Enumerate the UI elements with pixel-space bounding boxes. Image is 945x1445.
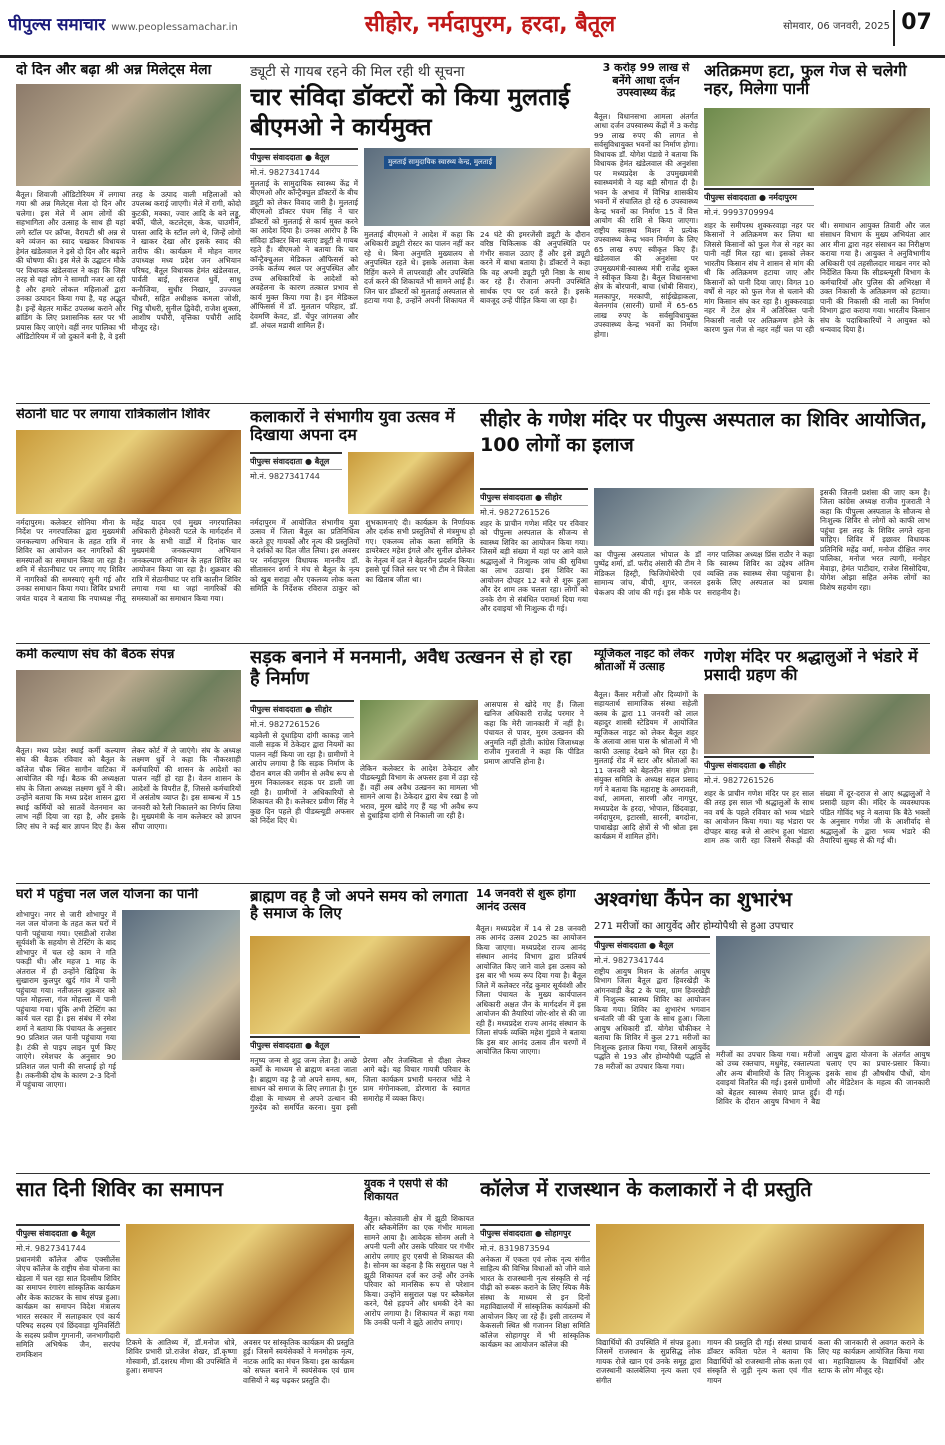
mobile: मो.नं. 9993709994 — [704, 208, 774, 217]
divider — [16, 643, 930, 644]
photo — [704, 694, 930, 754]
mobile: मो.नं. 9827341744 — [16, 1244, 86, 1253]
article-brahmin — [250, 888, 470, 1170]
article-body: शहर के समीपस्थ शुक्करवाड़ा नहर पर किसानों ने अतिक्रमण कर लिया था जिससे किसानों को फुल गेज से नहर का पानी नहीं मिल रहा था। इसको लेकर भारतीय किसान संघ ने शासन से मांग की थी कि अतिक्रमण हटाया जाए और किसानों को पानी दिया जाए। विगत 10 वर्षों से नहर को फुल गेज से चलाने की मांग किसान संघ कर रहा है। शुक्करवाड़ा नहर में टेल क्षेत्र में अतिरिक्त पानी निकासी नाली पर अतिक्रमण होने के कारण फुल गेज से नहर नहीं चल पा रही थी। समाधान आयुक्त तिवारी और जल संसाधन विभाग के मुख्य अभियंता आर आर मीना द्वारा नहर संसाधन का निरीक्षण कराया गया है। आयुक्त ने अनुविभागीय अधिकारी एवं तहसीलदार माखन नगर को निर्देशित किया कि सीडब्ल्यूसी विभाग के कर्मचारियों और पुलिस की अभिरक्षा में उक्त निकासी के अतिक्रमण को हटाया। पानी की निकासी की नाली का निर्माण विभाग द्वारा कराया गया। भारतीय किसान संघ के पदाधिकारियों ने आयुक्त को धन्यवाद दिया है। — [704, 221, 930, 335]
article-rajasthan-artists — [480, 1178, 930, 1433]
headline: सात दिनी शिविर का समापन — [16, 1178, 223, 1201]
article-body-3: गायन की प्रस्तुति दी गई। संस्था प्राचार्य डॉक्टर कविता पटेल ने बताया कि विद्यार्थियों को राजस्थानी लोक कला एवं संस्कृति से जुड़ी नृत्य कला एवं गीत गायन — [707, 1338, 812, 1385]
photo — [364, 148, 590, 226]
headline: अतिक्रमण हटा, फुल गेज से चलेगी नहर, मिलेगा पानी — [704, 62, 907, 99]
headline: दो दिन और बढ़ा श्री अन्न मिलेट्स मेला — [16, 62, 212, 78]
region-title: सीहोर, नर्मदापुरम, हरदा, बैतूल — [364, 12, 616, 37]
kicker: ड्यूटी से गायब रहने की मिल रही थी सूचना — [250, 64, 465, 80]
divider — [16, 1173, 930, 1174]
photo — [594, 488, 814, 546]
photo — [16, 430, 241, 514]
photo — [716, 936, 930, 1046]
mobile: मो.नं. 8319873594 — [480, 1244, 550, 1253]
byline: पीपुल्स संवाददाता ● सीहोर — [704, 756, 814, 774]
kicker: 271 मरीजों का आयुर्वेद और होम्योपैथी से हुआ उपचार — [594, 921, 794, 932]
headline: युवक ने एसपी से की शिकायत — [364, 1178, 448, 1203]
mobile: मो.नं. 9827261526 — [704, 776, 774, 785]
article-body: नर्मदापुरम में आयोजित संभागीय युवा उत्सव में जिला बैतूल का प्रतिनिधित्व करते हुए गायकों और नृत्य की प्रस्तुतियों ने दर्शकों का दिल जीत लिया। इस अवसर पर नर्मदापुरम विधायक माननीय डॉ. सीतासरन शर्मा ने मंच से बैतूल के नृत्य को खूब सराहा और एकलव्य लोक कला समिति के निर्देशक रविराज ठाकुर को शुभकामनाएं दी। कार्यक्रम के निर्णायक और दर्शक सभी प्रस्तुतियों से मंत्रमुग्ध हो गए। एकलव्य लोक कला समिति के डायरेक्टर महेश इंगले और सुनील ढोलेकर के नेतृत्व में दल ने बेहतरीन प्रदर्शन किया। इससे पूर्व जिले स्तर पर भी टीम ने विजेता का खिताब जीता था। — [250, 518, 475, 594]
headline: घरों में पहुंचा नल जल योजना का पानी — [16, 888, 199, 902]
article-body-2: का पीपुल्स अस्पताल भोपाल के डॉ पुष्पेंद्र शर्मा, डॉ. फरीद अंसारी की टीम ने मेडिकल हिस्ट्री, फिजियोथेरेपी एवं सामान्य जांच, बीपी, शुगर, जनरल चेकअप की जांच की गई। इस मौके पर नगर पालिका अध्यक्ष प्रिंस राठौर ने कहा कि स्वास्थ्य शिविर का उद्देश्य अंतिम व्यक्ति तक स्वास्थ्य सेवा पहुंचाना है। इसके लिए अस्पताल का प्रयास सराहनीय है। — [594, 550, 814, 597]
headline: कॉलेज में राजस्थान के कलाकारों ने दी प्रस्तुति — [480, 1178, 812, 1201]
article-bhandara — [704, 648, 930, 880]
article-body: बड़वेली से दुधाड़िया दांगी काकड़ जाने वाली सड़क में ठेकेदार द्वारा नियमों का पालन नहीं किया जा रहा है। ग्रामीणों ने आरोप लगाया है कि सड़क निर्माण के दौरान बगल की जमीन से अवैध रूप से मुरम निकालकर सड़क पर डाली जा रही है। ग्रामीणों ने अधिकारियों से शिकायत की है। कलेक्टर प्रवीण सिंह ने कुछ दिन पहले ही पीडब्ल्यूडी अफसर को निर्देश दिए थे। — [250, 731, 354, 826]
article-body: मुलताई के सामुदायिक स्वास्थ्य केंद्र में बीएमओ और कॉन्ट्रैक्चुल डॉक्टरों के बीच ड्यूटी को लेकर विवाद जारी है। मुलताई बीएमओ डॉक्टर पंचम सिंह ने चार डॉक्टरों को मुलताई से कार्य मुक्त करने का आदेश दिया है। उनका आरोप है कि संविदा डॉक्टर बिना बताए ड्यूटी से गायब रहते हैं। बीएमओ ने बताया कि चार कॉन्ट्रैक्चुअल मेडिकल ऑफिसर्स को उनके कर्तव्य स्थल पर अनुपस्थित और उच्च अधिकारियों के आदेशों को अवहेलना के कारण तत्काल प्रभाव से कार्य मुक्त किया गया है। इन मेडिकल ऑफिसर्स में डॉ. मुलतान परिहार, डॉ. देवमणि केवट, डॉ. चेंपुर जांगलवा और डॉ. अंचल मडावी शामिल हैं। — [250, 179, 358, 331]
website-url[interactable]: www.peoplessamachar.in — [111, 22, 238, 33]
article-body-2: विद्यार्थियों की उपस्थिति में संपन्न हुआ। जिसमें राजस्थान के सुप्रसिद्ध लोक गायक रोजे खान एवं उनके समूह द्वारा राजस्थानी कालबेलिया नृत्य कला एवं संगीत — [596, 1338, 701, 1385]
article-body-2: मरीजों का उपचार किया गया। मरीजों को उच्च रक्तचाप, मधुमेह, रक्ताल्पता और अन्य बीमारियों के लिए निःशुल्क दवाइयां वितरित की गई। इससे ग्रामीणों को बेहतर स्वास्थ्य सेवाएं प्राप्त हुईं। शिविर के दौरान आयुष विभाग ने बैद्य आयुष द्वारा योजना के अंतर्गत आयुष चलाए एप का प्रचार-प्रसार किया। इसके साथ ही औषधीय पौधों, योग और मेडिटेशन के महत्व की जानकारी दी गई। — [716, 1050, 930, 1107]
article-health-centers — [594, 62, 698, 400]
mobile: मो.नं. 9827261526 — [250, 720, 320, 729]
article-body: नर्मदापुरम। कलेक्टर सोनिया मीना के निर्देश पर नगरपालिका द्वारा मुख्यमंत्री जनकल्याण अभियान के तहत रात्रि में शिविर का आयोजन कर नागरिकों की समस्याओं का समाधान किया जा रहा है। शनि में सेठानीघाट पर लगाए गए शिविर में नागरिकों की समस्याएं सुनी गई और उनका समाधान किया गया। शिविर प्रभारी जयंत यादव ने बताया कि नपाध्यक्ष नीतू महेंद्र यादव एवं मुख्य नगरपालिका अधिकारी हेमेश्वरी पटले के मार्गदर्शन में नगर के सभी वार्डों में दिनांक चार मुख्यमंत्री जनकल्याण अभियान जनकल्याण अभियान के तहत शिविर का आयोजन किया जा रहा है। शुक्रवार की रात्रि में सेठानीघाट पर रात्रि कालीन शिविर लगाया गया था जहां नागरिकों की समस्याओं का समाधान किया गया। — [16, 518, 241, 603]
photo — [360, 700, 478, 760]
article-body-3: अवसर पर सांस्कृतिक कार्यक्रम की प्रस्तुति हुई। जिसमें स्वयंसेवकों ने मनमोहक नृत्य, नाटक आदि का मंचन किया। इस कार्यक्रम को सफल बनाने में स्वयंसेवक एवं ग्राम वासियों ने बढ़ चढ़कर प्रस्तुति दी। — [243, 1338, 354, 1385]
article-body: बैतूल। कैंसर मरीजों और दिव्यांगों के सहायतार्थ सामाजिक संस्था सहेली क्लब के द्वारा 11 जनवरी को लाल बहादुर शास्त्री स्टेडियम में आयोजित म्यूजिकल नाइट को लेकर बैतूल शहर के अलावा आस पास के श्रोताओं में भी काफी उत्साह देखने को मिल रहा है। मुलताई रोड में स्टार और श्रोताओं का 11 जनवरी को बेहतरीन संगम होगा। संयुक्त समिति के अध्यक्ष सहल प्रसाद गर्ग ने बताया कि महाराष्ट्र के अमरावती, वर्धा, आमला, सारणी और नागपुर, मध्यप्रदेश के हरदा, भोपाल, छिंदवाड़ा, नर्मदापुरम, इटारसी, सारनी, बगदोना, पाथाखेड़ा आदि क्षेत्रों से भी श्रोता इस कार्यक्रम में शामिल होंगे। — [594, 690, 698, 842]
mobile: मो.नं. 9827341744 — [594, 956, 664, 965]
article-body: अनेकता में एकता एवं लोक नृत्य संगीत साहित्य की विभिन्न विधाओं को जीने वाले भारत के राजस्थानी नृत्य संस्कृति से नई पीढ़ी को रूबरू कराने के लिए स्पिक मैके संस्था के माध्यम से इन दिनों महाविद्यालयों में सांस्कृतिक कार्यक्रमों की आयोजन किए जा रहे हैं। इसी तारतम्य में केकसली स्थित श्री गजानन शिक्षा समिति कॉलेज सोहागपुर में भी सांस्कृतिक कार्यक्रम का आयोजन कॉलेज की — [480, 1255, 590, 1350]
article-encroachment — [704, 62, 930, 400]
signboard: मुलताई सामुदायिक स्वास्थ्य केन्द्र, मुलताई — [384, 156, 496, 169]
article-millets — [16, 62, 241, 400]
headline: 3 करोड़ 99 लाख से बनेंगे आधा दर्जन उपस्वास्थ्य केंद्र — [602, 62, 690, 100]
byline: पीपुल्स संवाददाता ● बैतूल — [594, 936, 710, 954]
byline: पीपुल्स संवाददाता ● नर्मदापुरम — [704, 188, 814, 206]
article-body-2: लेकिन कलेक्टर के आदेश ठेकेदार और पीडब्ल्यूडी विभाग के अफसर हवा में उड़ा रहे हैं। वहीं अब अवैध उत्खनन का मामला भी सामने आया है। ठेकेदार द्वारा बेच रखा है जो भराव, मुरम खोदे गए हैं यह भी अवैध रूप से दुधाड़िया दांगी से निकाली जा रही है। — [360, 764, 478, 821]
headline: 14 जनवरी से शुरू होगा आनंद उत्सव — [476, 888, 576, 913]
article-musical-night — [594, 648, 698, 880]
article-body: मनुष्य जन्म से शुद्र जन्म लेता है। अच्छे कर्मों के माध्यम से ब्राह्मण बनता जाता है। ब्राह्मण वह है जो अपने समय, श्रम, साधन को समाज के लिए लगाता है। गुरु दीक्षा के माध्यम से अपने उत्थान की गुरुदेव को समर्पित करना। युवा इसी प्रेरणा और तेजस्विता से दीक्षा लेकर आगे बढ़ें। यह विचार गायत्री परिवार के जिला कार्यक्रम प्रभारी घनराज भोंडे ने प्राम मंगोनाकला, डोरणारा के स्वागत समारोह में व्यक्त किए। — [250, 1056, 470, 1113]
mobile: मो.नं. 9827341744 — [250, 168, 320, 177]
photo — [250, 936, 470, 1034]
headline: कलाकारों ने संभागीय युवा उत्सव में दिखाया अपना दम — [250, 408, 455, 445]
article-body: राष्ट्रीय आयुष मिशन के अंतर्गत आयुष विभाग जिला बैतूल द्वारा हिवरखेड़ी के आंगनवाड़ी केंद्र 2 के पास, ग्राम हिवरखेड़ी में निःशुल्क स्वास्थ्य शिविर का आयोजन किया गया। शिविर का शुभारंभ भगवान धन्वंतरि जी की पूजा के साथ हुआ। जिला आयुष अधिकारी डॉ. योगेश चौकीकर ने बताया कि शिविर में कुल 271 मरीजों का निःशुल्क इलाज किया गया, जिसमें आयुर्वेद पद्धति से 193 और होम्योपैथी पद्धति से 78 मरीजों का उपचार किया गया। — [594, 967, 710, 1071]
article-body-2: टिकमे के आतिथ्य में, डॉ.मनोज धोत्रे, शिविर प्रभारी प्रो.राजेश शेखर, डॉ.कृष्णा गोस्वामी, डॉ.दशरथ मीणा की उपस्थिति में हुआ। समापन — [126, 1338, 237, 1376]
article-body-3: आसपास से खोदे गए हैं। जिला खनिज अधिकारी राजेंद्र परमार ने कहा कि मेरी जानकारी में नहीं है। पंचायत से पावर, मुरम उत्खनन की अनुमति नहीं होती। कांग्रेस जिलाध्यक्ष राजीव गुजराती ने कहा कि पीडित प्रमाण आपत्ति होना है। — [484, 700, 584, 766]
article-body: बैतूल। शिवाजी ऑडिटोरियम में लगाया गया श्री अन्न मिलेट्स मेला दो दिन और चलेगा। इस मेले में आम लोगों की सहभागिता और उत्साह के साथ ही यहां लगे स्टॉल पर क्रॉप्स, वैरायटी श्री अन्न से बने व्यंजन का स्वाद चखकर विधायक हेमंत खंडेलवाल ने इसे दो दिन और बढ़ाने की घोषणा की। इस मेले के उद्घाटन मौके पर विधायक खंडेलवाल ने कहा कि जिस तरह से यहां लोग ने सामग्री नजर आ रही है और हमारे लोकल महिलाओं द्वारा उनका उत्पादन किया गया है, यह अद्भुत है। इन्हें बेहतर मार्केट उपलब्ध कराने और ब्रांडिंग के लिए प्रशासनिक स्तर पर भी प्रयास किए जाएंगे। वहीं नगर पालिका भी ऑडिटोरियम में जो दुकानें बनी है, वे इसी तरह के उत्पाद वाली महिलाओं को उपलब्ध कराई जाएगी। मेले में रागी, कोदो कुटकी, मक्का, ज्वार आदि के बने लड्डू, बर्फी, चीले, कटलेट्स, केक, चाउमीन, पास्ता आदि के स्टॉल लगे थे, जिन्हें लोगों ने खाकर देखा और इसके स्वाद की तारीफ की। कार्यक्रम में मोहन नागर उपाध्यक्ष मध्य प्रदेश जन अभियान परिषद, बैतूल विधायक हेमंत खंडेलवाल, पार्वती बाई, हंसराज धुर्वे, साधु कनौजिया, सुधीर निखार, उज्ज्वल चौधरी, सहित अधीक्षक कमला जोशी, भिडु चौधरी, सुनील द्विवेदी, राजेश शुक्ला, आशीष पचौरी, वृत्तिका पचौरी आदि मौजूद रहे। — [16, 190, 241, 342]
article-water-supply — [16, 888, 241, 1170]
byline: पीपुल्स संवाददाता ● बैतूल — [250, 148, 358, 166]
headline: सड़क बनाने में मनमानी, अवैध उत्खनन से हो रहा है निर्माण — [250, 648, 572, 689]
article-body: शहर के प्राचीन गणेश मंदिर पर हर साल की तरह इस साल भी श्रद्धालुओं के साथ नव वर्ष के पहले रविवार को भव्य भंडारे का आयोजन किया गया। यह भंडारा पर दोपहर बारह बजे से आरंभ हुआ भंडारा शाम तक जारी रहा जिसमें सैकड़ों की संख्या में दूर-दराज से आए श्रद्धालुओं ने प्रसादी ग्रहण की। मंदिर के व्यवस्थापक पंडित गोविंद भट्ट ने बताया कि बैठे भक्तों के अनुसार गणेश जी के आशीर्वाद से श्रद्धालुओं के द्वारा भव्य भंडारे की तैयारियां सुबह से की गई थी। — [704, 789, 930, 846]
photo — [704, 108, 930, 186]
page-number: 07 — [893, 10, 938, 46]
byline: पीपुल्स संवाददाता ● सीहोर — [250, 700, 354, 718]
newspaper-logo: पीपुल्स समाचार www.peoplessamachar.in — [8, 15, 238, 35]
headline: सीहोर के गणेश मंदिर पर पीपुल्स अस्पताल का शिविर आयोजित, 100 लोगों का इलाज — [480, 409, 928, 456]
photo — [16, 84, 241, 186]
byline: पीपुल्स संवाददाता ● सीहोर — [480, 488, 588, 506]
photo — [126, 1224, 354, 1334]
article-road-construction — [250, 648, 585, 880]
article-body-2: मुलताई बीएमओ ने आदेश में कहा कि अधिकारी ड्यूटी रोस्टर का पालन नहीं कर रहे थे। बिना अनुमति मुख्यालय से अनुपस्थित रहते थे। इसके अलावा केस रिहिंग करने में लापरवाही और उपस्थिति दर्ज करने की शिकायतें भी सामने आई हैं। जिन चार डॉक्टरों को मुलताई अस्पताल से हटाया गया है, उन्होंने अपनी शिकायत में 24 घंटे की इमरजेंसी ड्यूटी के दौरान वरिष्ठ चिकित्सक की अनुपस्थिति पर गंभीर सवाल उठाए हैं और इसे ड्यूटी करने में बाधा बताया है। डॉक्टरों ने कहा कि वह अपनी ड्यूटी पूरी निष्ठा के साथ कर रहे हैं। रोजाना अपनी उपस्थिति सार्थक एप पर दर्ज करते हैं। इसके बावजूद उन्हें पीड़ित किया जा रहा है। — [364, 230, 590, 306]
photo — [596, 1224, 924, 1334]
headline: म्यूजिकल नाइट को लेकर श्रोताओं में उत्साह — [594, 648, 694, 673]
divider — [16, 403, 930, 404]
issue-date: सोमवार, 06 जनवरी, 2025 — [783, 21, 890, 32]
article-sp-complaint — [364, 1178, 474, 1433]
headline: चार संविदा डॉक्टरों को किया मुलताई बीएमओ ने कार्यमुक्त — [250, 83, 570, 141]
byline: पीपुल्स संवाददाता ● बैतूल — [250, 1036, 360, 1054]
article-doctors — [250, 62, 590, 400]
divider — [16, 883, 930, 884]
article-body: बैतूल। मध्यप्रदेश में 14 से 28 जनवरी तक आनंद उत्सव 2025 का आयोजन किया जाएगा। मध्यप्रदेश राज्य आनंद संस्थान आनंद विभाग द्वारा प्रतिवर्ष आयोजित किए जाने वाले इस उत्सव को इस बार भी भव्य रूप दिया गया है। बैतूल जिले में कलेक्टर नरेंद्र कुमार सूर्यवंशी और जिला पंचायत के मुख्य कार्यपालन अधिकारी अक्षत जैन के मार्गदर्शन में इस आयोजन की तैयारियां जोर-शोर से की जा रही हैं। मध्यप्रदेश राज्य आनंद संस्थान के जिला संपर्क व्यक्ति महेश गुंडावे ने बताया कि इस बार आनंद उत्सव तीन चरणों में आयोजित किया जाएगा। — [476, 924, 586, 1057]
article-anand-utsav — [476, 888, 586, 1170]
photo — [348, 452, 474, 514]
photo — [122, 910, 240, 1060]
article-body-3: इसकी जितनी प्रशंसा की जाए कम है। जिला कांग्रेस अध्यक्ष राजीव गुजराती ने कहा कि पीपुल्स अस्पताल के सौजन्य से निःशुल्क शिविर से लोगों को काफी लाभ पहुंचा इस तरह के शिविर लगते रहना चाहिए। शिविर में इछावर विधायक प्रतिनिधि महेंद्र वर्मा, मनोज दीक्षित नगर पालिका, मनोज भरत त्यागी, मनोहर मेवाड़ा, हेमंत पाटीदार, राजेश सिसोदिया, योगेश ओझा सहित अनेक लोगों का विशेष सहयोग रहा। — [820, 488, 930, 592]
article-peoples-hospital-camp — [480, 408, 930, 640]
article-nss-camp — [16, 1178, 356, 1433]
masthead — [0, 0, 945, 58]
mobile: मो.नं. 9827261526 — [480, 508, 550, 517]
article-body: शहर के प्राचीन गणेश मंदिर पर रविवार को पीपुल्स अस्पताल के सौजन्य से स्वास्थ्य शिविर का आयोजन किया गया। जिसमें बड़ी संख्या में यहां पर आने वाले श्रद्धालुओं ने निःशुल्क जांच की सुविधा का लाभ उठाया। इस शिविर का आयोजन दोपहर 12 बजे से शुरू हुआ और देर शाम तक चलता रहा। लोगों को उनके रोग से संबंधित परामर्श दिया गया और दवाइयां भी निःशुल्क दी गई। — [480, 519, 588, 614]
article-youth-festival — [250, 408, 475, 640]
byline: पीपुल्स संवाददाता ● बैतूल — [250, 452, 342, 470]
article-body: शोभापुर। नगर से जारी शोभापुर में नल जल योजना के तहत कल घरों में पानी पहुंचाया गया। एसडीओ राजेश सूर्यवंशी के सहयोग से टेस्टिंग के बाद शोभापुर में चल रहे काम ने गति पकड़ी थी। और महज 1 माह के अंतराल में ही उन्होंने खिड़िया के सुखाराम कुलपुर खुर्द गांव में पानी पहुंचाया गया। नतीजतन शुक्रवार को पाल मोहल्ला, गंज मोहल्ला में पानी पहुंचाया गया। चूंकि अभी टेस्टिंग का कार्य चल रहा है। इस संबंध में रमेश शर्मा ने बताया कि पंचायत के अनुसार 90 प्रतिशत जल पानी पहुंचाया गया है। टंकी से पाइप लाइन पूर्ण किए जाएंगे। रमेशचर के अनुसार 90 प्रतिशत जल पानी की सप्लाई हो गई है। तकनीकी दोष के कारण 2-3 दिनों में पहुंचाया जाएगा। — [16, 910, 116, 1090]
article-body-4: कला की जानकारी से अवगत कराने के लिए यह कार्यक्रम आयोजित किया गया था। महाविद्यालय के विद्यार्थियों और स्टाफ के लोग मौजूद रहे। — [818, 1338, 924, 1376]
byline: पीपुल्स संवाददाता ● सोहागपुर — [480, 1224, 590, 1242]
article-body: बैतूल। कोतवाली क्षेत्र में झूठी शिकायत और ब्लैकमेलिंग का एक गंभीर मामला सामने आया है। आवेदक सोनम अली ने अपनी पत्नी और उसके परिवार पर गंभीर आरोप लगाए हुए एसपी से शिकायत की है। सोनम का कहना है कि ससुराल पक्ष ने झूठी शिकायत दर्ज कर उन्हें और उनके परिवार को मानसिक रूप से परेशान किया। उन्होंने ससुराल पक्ष पर ब्लैकमेल करने, पैसे हड़पने और धमकी देने का आरोप लगाया है। शिकायत में कहा गया कि उनकी पत्नी ने झूठे आरोप लगाए। — [364, 1214, 474, 1328]
headline: सेठानी घाट पर लगाया रात्रिकालीन शिविर — [16, 408, 210, 422]
byline: पीपुल्स संवाददाता ● बैतूल — [16, 1224, 120, 1242]
headline: अश्वगंधा कैंपेन का शुभारंभ — [594, 888, 792, 911]
article-night-camp — [16, 408, 241, 640]
article-body: बैतूल। विधानसभा आमला अंतर्गत आधा दर्जन उपस्वास्थ्य केंद्रों में 3 करोड़ 99 लाख रुपए की लागत से सर्वसुविधायुक्त भवनों का निर्माण होगा। विधायक डॉ. योगेश पंडाग्रे ने बताया कि विधायक हेमंत खंडेलवाल की अनुशंसा पर मध्यप्रदेश के उपमुख्यमंत्री स्वास्थ्यमंत्री ने यह बड़ी सौगात दी है। भवन के अभाव में विभिन्न शासकीय भवनों में संचालित हो रहे 6 उपस्वास्थ्य केन्द्र भवनों का निर्माण 15 वें वित्त आयोग की राशि से किया जाएगा। राष्ट्रीय स्वास्थ्य मिशन ने प्रत्येक उपस्वास्थ्य केन्द्र भवन निर्माण के लिए 65 लाख रुपए स्वीकृत किए हैं। खंडेलवाल की अनुशंसा पर उपमुख्यमंत्री-स्वास्थ्य मंत्री राजेंद्र शुक्ल ने स्वीकृत किया है। बैतूल विधानसभा क्षेत्र के बोरपानी, बाचा (धोबी सिवार), मलकापुर, मरकापी, सांईखेड़ाकला, बेलनगांव (सारनी) ग्रामों में 65-65 लाख रुपए के सर्वसुविधायुक्त उपस्वास्थ्य केन्द्र भवनों का निर्माण होगा। — [594, 112, 698, 339]
article-karmi-sangh — [16, 648, 241, 880]
headline: गणेश मंदिर पर श्रद्धालुओं ने भंडारे में प्रसादी ग्रहण की — [704, 648, 918, 685]
article-ashwagandha — [594, 888, 930, 1170]
photo — [16, 670, 241, 742]
article-body: प्रधानमंत्री कॉलेज ऑफ एक्सीलेंस जेएच कॉलेज के राष्ट्रीय सेवा योजना का खेड़ला में चल रहा सात दिवसीय शिविर का समापन रंगारंग सांस्कृतिक कार्यक्रम और केक काटकर के साथ संपन्न हुआ। कार्यक्रम का समापन विदेश मंत्रालय भारत सरकार में सलाहकार एवं कार्य परिषद सदस्य एवं छिंदवाड़ा यूनिवर्सिटी के सदस्य प्रवीण गुगनानी, जनभागीदारी समिति अभिषेक जैन, सरपंच रामकिशन — [16, 1255, 120, 1359]
mobile: मो.नं. 9827341744 — [250, 472, 320, 481]
headline: कर्मी कल्याण संघ की बैठक संपन्न — [16, 648, 175, 662]
headline: ब्राह्मण वह है जो अपने समय को लगाता है समाज के लिए — [250, 888, 468, 923]
article-body: बैतूल। मध्य प्रदेश स्थाई कर्मी कल्याण संघ की बैठक रविवार को बैतूल के कॉलेज चौक स्थित सागौन वाटिका में आयोजित की गई। बैठक की अध्यक्षता संघ के जिला अध्यक्ष लक्ष्मण धुर्वे ने की। उन्होंने बताया कि मध्य प्रदेश शासन द्वारा स्थाई कर्मियों को सातवें वेतनमान का लाभ नहीं दिया जा रहा है, और इसके लिए संघ ने कई बार ज्ञापन दिए हैं। केस लेकर कोर्ट में ले जाएंगे। संघ के अध्यक्ष लक्ष्मण धुर्वे ने कहा कि नौकरशाही कर्मचारियों की शासन के आदेशों का पालन नहीं हो रहा है। वेतन शासन के आदेशों के विपरीत हैं, जिससे कर्मचारियों में असंतोष व्याप्त है। इस सम्बन्ध में 15 जनवरी को रैली निकालने का निर्णय लिया है। मुख्यमंत्री के नाम कलेक्टर को ज्ञापन सौंपा जाएगा। — [16, 746, 241, 831]
